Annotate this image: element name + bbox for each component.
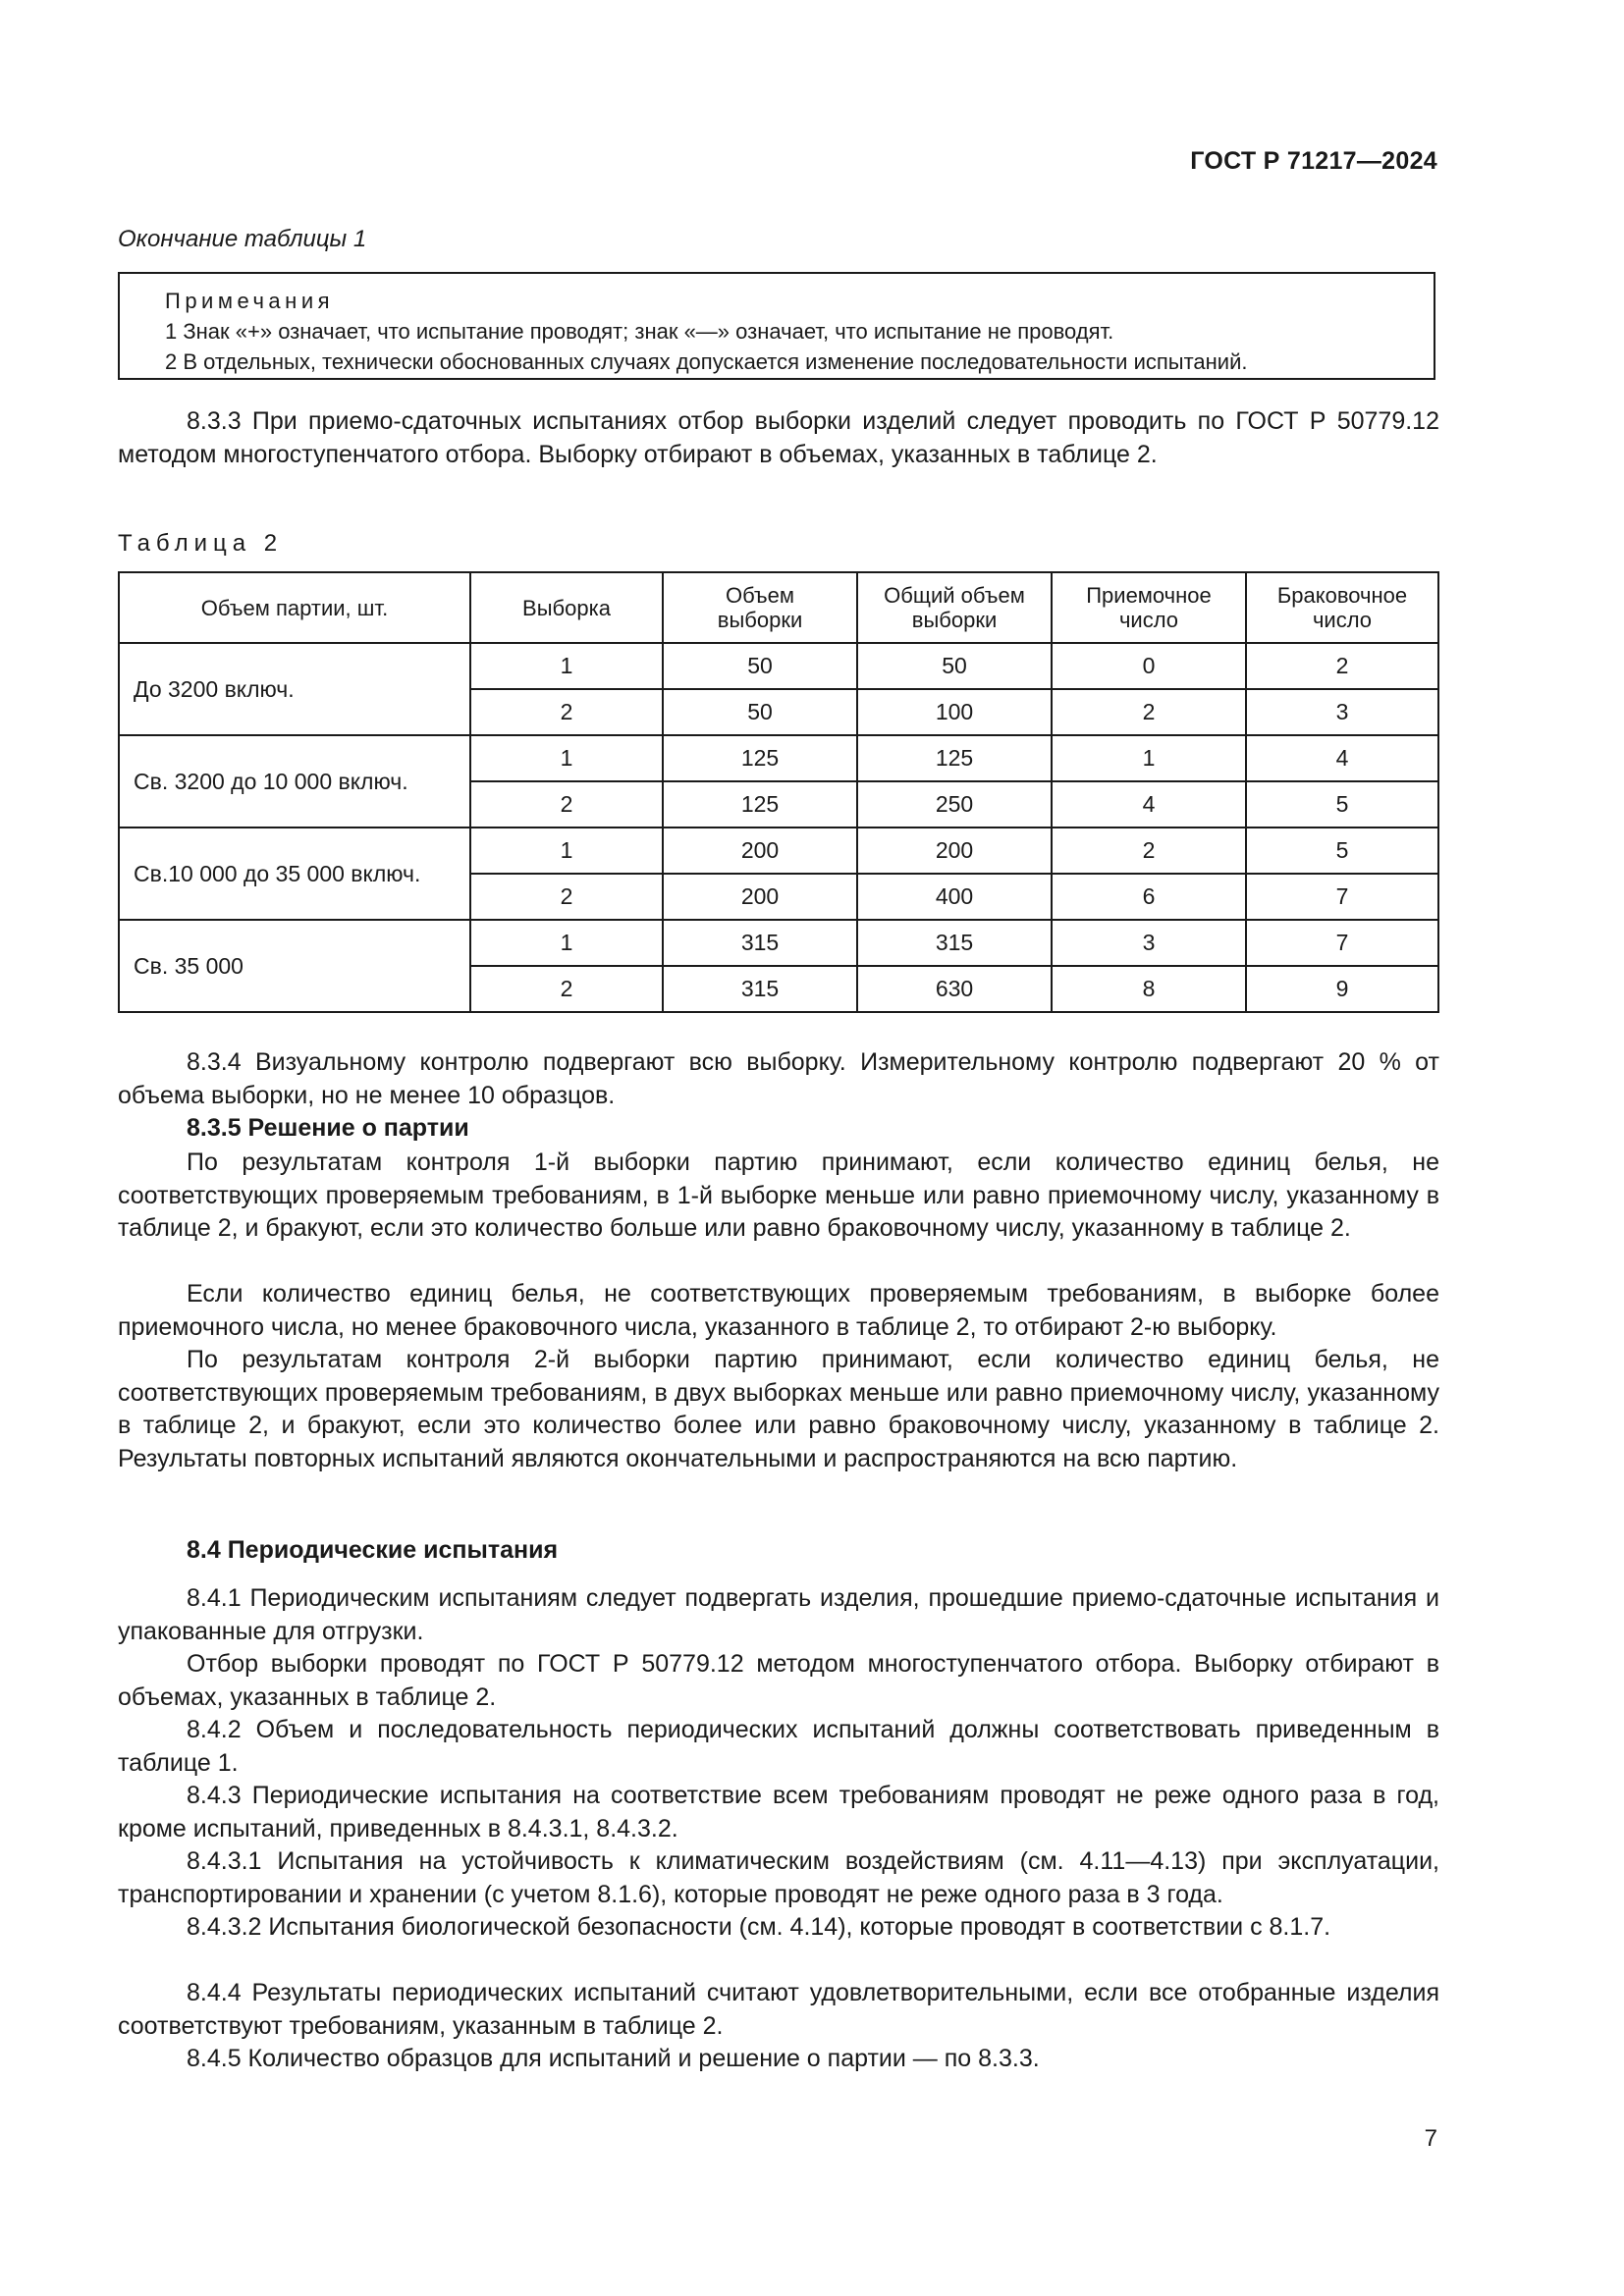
- reject-cell: 7: [1246, 920, 1438, 966]
- total-cell: 125: [857, 735, 1052, 781]
- para-8-4-3: 8.4.3 Периодические испытания на соответствие всем требованиям проводят не реже одного раза в год, кроме испытаний, приведенных в 8.4.3.1, 8.4.3.2.: [118, 1782, 1439, 1842]
- accept-cell: 1: [1052, 735, 1246, 781]
- page-number: 7: [1424, 2125, 1437, 2152]
- table-row: [119, 920, 1438, 966]
- col-total: Общий объем выборки: [857, 572, 1052, 643]
- total-cell: 200: [857, 828, 1052, 874]
- col-size: Объем выборки: [663, 572, 857, 643]
- accept-cell: 2: [1052, 828, 1246, 874]
- para-8-4-1-b: Отбор выборки проводят по ГОСТ Р 50779.12 методом многоступенчатого отбора. Выборку отбирают в объемах, указанных в таблице 2.: [118, 1650, 1439, 1711]
- party-cell: Св. 3200 до 10 000 включ.: [119, 735, 470, 828]
- sample-cell: 2: [470, 781, 663, 828]
- col-party: Объем партии, шт.: [119, 572, 470, 643]
- table1-end-caption: Окончание таблицы 1: [118, 226, 367, 252]
- accept-cell: 0: [1052, 643, 1246, 689]
- notes-box: [118, 272, 1435, 380]
- col-reject: Браковочное число: [1246, 572, 1438, 643]
- size-cell: 125: [663, 735, 857, 781]
- para-8-4-3-2: 8.4.3.2 Испытания биологической безопасности (см. 4.14), которые проводят в соответствии с 8.1.7.: [187, 1913, 1331, 1941]
- para-8-4-2: 8.4.2 Объем и последовательность периодических испытаний должны соответствовать приведенным в таблице 1.: [118, 1716, 1439, 1777]
- size-cell: 50: [663, 643, 857, 689]
- sample-cell: 2: [470, 689, 663, 735]
- para-8-3-4: 8.3.4 Визуальному контролю подвергают всю выборку. Измерительному контролю подвергают 20 % от объема выборки, но не менее 10 образцов.: [118, 1048, 1439, 1109]
- heading-8-3-5: 8.3.5 Решение о партии: [187, 1114, 469, 1142]
- table2-label: Таблица 2: [118, 530, 284, 557]
- accept-cell: 4: [1052, 781, 1246, 828]
- party-cell: Св. 35 000: [119, 920, 470, 1012]
- reject-cell: 4: [1246, 735, 1438, 781]
- reject-cell: 2: [1246, 643, 1438, 689]
- sample-cell: 2: [470, 874, 663, 920]
- total-cell: 400: [857, 874, 1052, 920]
- heading-8-4: 8.4 Периодические испытания: [187, 1536, 559, 1564]
- accept-cell: 6: [1052, 874, 1246, 920]
- sample-cell: 1: [470, 735, 663, 781]
- para-8-3-5-c: По результатам контроля 2-й выборки партию принимают, если количество единиц белья, не соответствующих проверяемым требованиям, в двух выборках меньше или равно приемочному числу, указанному в таблице 2, и бракуют, если это количество более или равно браковочному числу, указанному в таблице 2. Результаты повторных испытаний являются окончательными и распространяются на всю партию.: [118, 1346, 1439, 1472]
- party-cell: Св.10 000 до 35 000 включ.: [119, 828, 470, 920]
- size-cell: 125: [663, 781, 857, 828]
- reject-cell: 5: [1246, 828, 1438, 874]
- size-cell: 50: [663, 689, 857, 735]
- accept-cell: 2: [1052, 689, 1246, 735]
- notes-title: Примечания: [165, 289, 335, 313]
- size-cell: 315: [663, 920, 857, 966]
- sample-cell: 2: [470, 966, 663, 1012]
- para-8-4-5: 8.4.5 Количество образцов для испытаний и решение о партии — по 8.3.3.: [187, 2045, 1040, 2072]
- sample-cell: 1: [470, 828, 663, 874]
- para-8-3-5-b: Если количество единиц белья, не соответствующих проверяемым требованиям, в выборке более приемочного числа, но менее браковочного числа, указанного в таблице 2, то отбирают 2-ю выборку.: [118, 1280, 1439, 1341]
- size-cell: 200: [663, 874, 857, 920]
- para-8-3-3: 8.3.3 При приемо-сдаточных испытаниях отбор выборки изделий следует проводить по ГОСТ Р 50779.12 методом многоступенчатого отбора. Выборку отбирают в объемах, указанных в таблице 2.: [118, 407, 1439, 468]
- para-8-4-3-1: 8.4.3.1 Испытания на устойчивость к климатическим воздействиям (см. 4.11—4.13) при эксплуатации, транспортировании и хранении (с учетом 8.1.6), которые проводят не реже одного раза в 3 года.: [118, 1847, 1439, 1908]
- accept-cell: 8: [1052, 966, 1246, 1012]
- reject-cell: 7: [1246, 874, 1438, 920]
- note-1: 1 Знак «+» означает, что испытание проводят; знак «—» означает, что испытание не проводят.: [165, 319, 1114, 344]
- note-2: 2 В отдельных, технически обоснованных случаях допускается изменение последовательности испытаний.: [165, 349, 1248, 374]
- size-cell: 200: [663, 828, 857, 874]
- total-cell: 50: [857, 643, 1052, 689]
- party-cell: До 3200 включ.: [119, 643, 470, 735]
- sample-cell: 1: [470, 920, 663, 966]
- total-cell: 315: [857, 920, 1052, 966]
- size-cell: 315: [663, 966, 857, 1012]
- col-accept: Приемочное число: [1052, 572, 1246, 643]
- table-row: [119, 828, 1438, 874]
- reject-cell: 3: [1246, 689, 1438, 735]
- col-sample: Выборка: [470, 572, 663, 643]
- sample-cell: 1: [470, 643, 663, 689]
- table2: [118, 571, 1439, 1013]
- table-row: [119, 643, 1438, 689]
- table-header-row: [119, 572, 1438, 643]
- total-cell: 630: [857, 966, 1052, 1012]
- total-cell: 100: [857, 689, 1052, 735]
- standard-code: ГОСТ Р 71217—2024: [1190, 147, 1437, 175]
- para-8-4-4: 8.4.4 Результаты периодических испытаний считают удовлетворительными, если все отобранные изделия соответствуют требованиям, указанным в таблице 2.: [118, 1979, 1439, 2040]
- table-row: [119, 735, 1438, 781]
- accept-cell: 3: [1052, 920, 1246, 966]
- para-8-4-1: 8.4.1 Периодическим испытаниям следует подвергать изделия, прошедшие приемо-сдаточные испытания и упакованные для отгрузки.: [118, 1584, 1439, 1645]
- total-cell: 250: [857, 781, 1052, 828]
- para-8-3-5-a: По результатам контроля 1-й выборки партию принимают, если количество единиц белья, не соответствующих проверяемым требованиям, в 1-й выборке меньше или равно приемочному числу, указанному в таблице 2, и бракуют, если это количество больше или равно браковочному числу, указанному в таблице 2.: [118, 1148, 1439, 1242]
- reject-cell: 5: [1246, 781, 1438, 828]
- reject-cell: 9: [1246, 966, 1438, 1012]
